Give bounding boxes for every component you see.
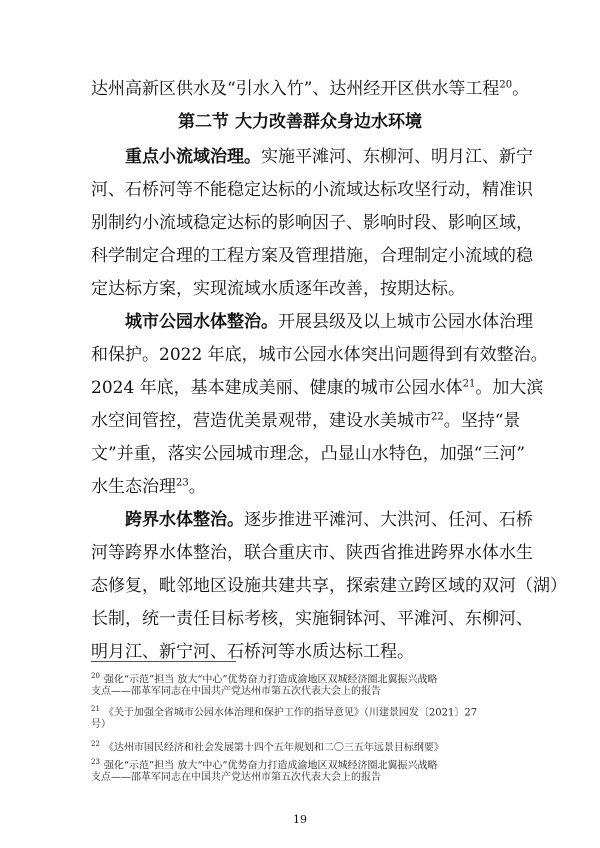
paragraph-line: 定达标方案，实现流域水质逐年改善，按期达标。: [91, 279, 465, 299]
paragraph-title: 跨界水体整治。: [125, 510, 244, 530]
paragraph-line: [0, 311, 600, 333]
text-span: 。坚持“景: [443, 411, 521, 431]
footnote-21-cont: 号）: [91, 719, 111, 730]
paragraph-line: 明月江、新宁河、石桥河等水质达标工程。: [91, 642, 414, 662]
footnote-number: 20: [91, 672, 100, 680]
text-span: 开展县级及以上城市公园水体治理: [278, 312, 533, 332]
footnote-number: 21: [91, 705, 100, 713]
paragraph-line: 别制约小流域稳定达标的影响因子、影响时段、影响区域，: [91, 213, 533, 233]
paragraph-line: [0, 476, 600, 498]
text-span: 实施平滩河、东柳河、明月江、新宁: [261, 147, 533, 167]
footnote-text: 《达州市国民经济和社会发展第十四个五年规划和二〇三五年远景目标纲要》: [103, 742, 444, 754]
section-heading: 第二节 大力改善群众身边水环境: [178, 112, 422, 132]
footnote-ref[interactable]: 20: [499, 79, 513, 91]
text-span: 。: [188, 477, 206, 497]
footnote-divider: [91, 661, 236, 662]
text-span: 逐步推进平滩河、大洪河、任河、石桥: [244, 510, 533, 530]
paragraph-line: [0, 377, 600, 399]
paragraph-line: 河、石桥河等不能稳定达标的小流域达标攻坚行动，精准识: [91, 180, 533, 200]
paragraph-line: 态修复，毗邻地区设施共建共享，探索建立跨区域的双河（湖）: [91, 576, 567, 596]
paragraph-title: 重点小流域治理。: [125, 147, 261, 167]
footnote-20-cont: 支点——邵革军同志在中国共产党达州市第五次代表大会上的报告: [91, 686, 381, 697]
paragraph-line: 河等跨界水体整治，联合重庆市、陕西省推进跨界水体水生: [91, 543, 533, 563]
text-span: 水生态治理: [91, 477, 176, 497]
paragraph-line: 和保护。2022 年底，城市公园水体突出问题得到有效整治。: [91, 345, 548, 365]
footnote-number: 23: [91, 758, 100, 766]
paragraph-line: [0, 146, 600, 168]
text-span: 达州高新区供水及“引水入竹”、达州经开区供水等工程: [91, 79, 500, 99]
footnote-ref[interactable]: 23: [176, 477, 189, 489]
paragraph-line: 科学制定合理的工程方案及管理措施，合理制定小流域的稳: [91, 246, 533, 266]
footnote-22: [91, 737, 521, 755]
footnote-text: 《关于加强全省城市公园水体治理和保护工作的指导意见》（川建景园发〔2021〕27: [103, 707, 478, 719]
footnote-number: 22: [91, 740, 100, 748]
text-span: 水空间管控，营造优美景观带，建设水美城市: [91, 411, 431, 431]
footnote-text: 强化“示范”担当 放大“中心”优势奋力打造成渝地区双城经济圈北翼振兴战略: [103, 674, 438, 686]
footnote-text: 强化“示范”担当 放大“中心”优势奋力打造成渝地区双城经济圈北翼振兴战略: [103, 760, 438, 772]
text-span: 2024 年底，基本建成美丽、健康的城市公园水体: [91, 378, 463, 398]
paragraph-line: [0, 509, 600, 531]
paragraph-title: 城市公园水体整治。: [125, 312, 278, 332]
text-span: 。加大滨: [475, 378, 544, 398]
paragraph-line: 文”并重，落实公园城市理念，凸显山水特色，加强“三河”: [91, 444, 526, 464]
paragraph-line: [0, 410, 600, 432]
footnote-23-cont: 支点——邵革军同志在中国共产党达州市第五次代表大会上的报告: [91, 772, 381, 783]
footnote-ref[interactable]: 21: [462, 378, 476, 390]
footnote-ref[interactable]: 22: [431, 411, 444, 423]
page-number: 19: [293, 813, 307, 826]
text-line: 达州高新区供水及“引水入竹”、达州经开区供水等工程$^{20}$。: [91, 79, 530, 99]
paragraph-line: 长制，统一责任目标考核，实施铜钵河、平滩河、东柳河、: [91, 609, 533, 629]
